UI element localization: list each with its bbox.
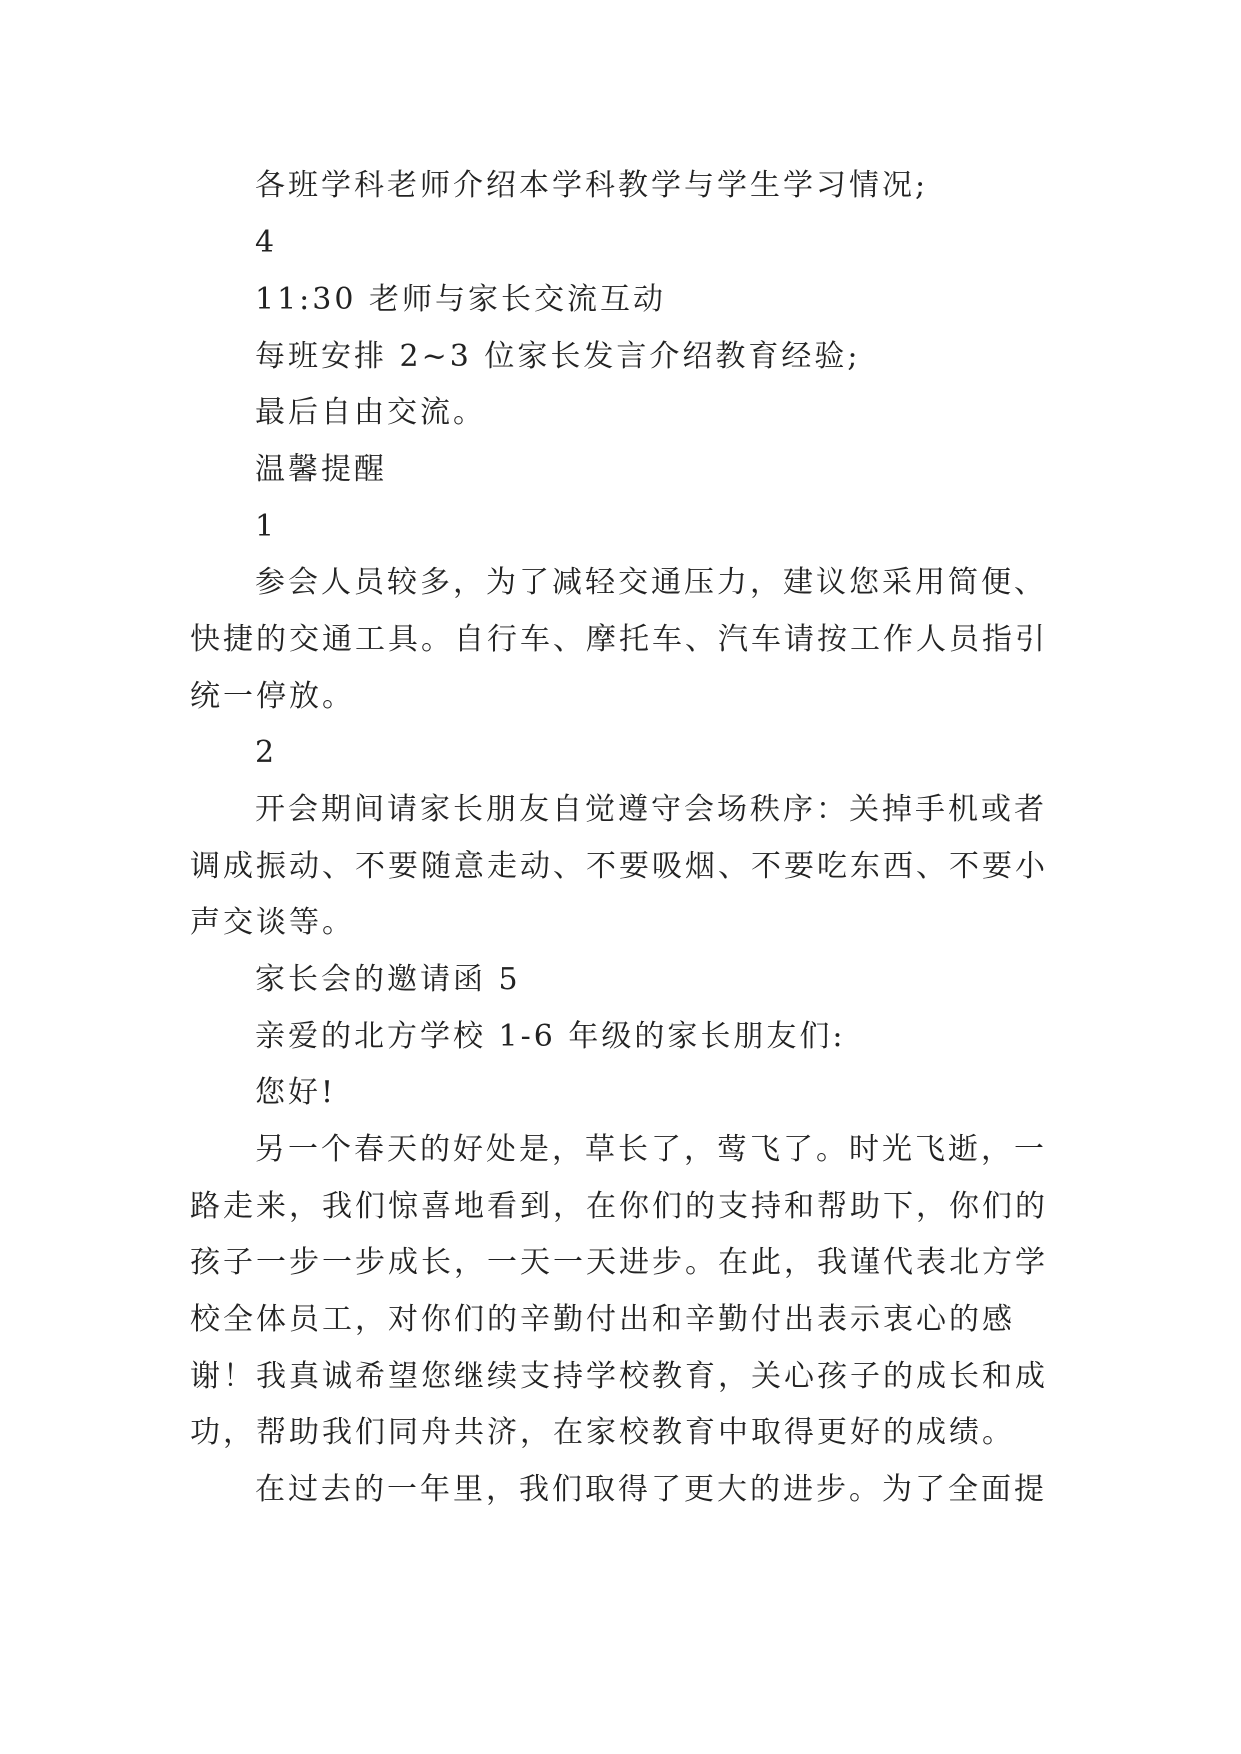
reminder-paragraph-line: 声交谈等。 [190, 905, 355, 940]
agenda-item-number: 4 [255, 225, 278, 260]
letter-greeting: 您好! [255, 1075, 337, 1110]
reminder-paragraph-line: 快捷的交通工具。自行车、摩托车、汽车请按工作人员指引 [190, 622, 1048, 657]
letter-paragraph-line: 功，帮助我们同舟共济，在家校教育中取得更好的成绩。 [190, 1415, 1015, 1450]
agenda-free-exchange: 最后自由交流。 [255, 395, 486, 430]
letter-paragraph-line: 在过去的一年里，我们取得了更大的进步。为了全面提 [255, 1472, 1047, 1507]
reminder-number: 2 [255, 735, 278, 770]
reminder-paragraph-line: 统一停放。 [190, 679, 355, 714]
letter-paragraph-line: 另一个春天的好处是，草长了，莺飞了。时光飞逝，一 [255, 1132, 1047, 1167]
reminder-paragraph-line: 调成振动、不要随意走动、不要吸烟、不要吃东西、不要小 [190, 849, 1048, 884]
agenda-parent-speeches: 每班安排 2~3 位家长发言介绍教育经验; [255, 339, 861, 374]
section-heading-reminder: 温馨提醒 [255, 452, 387, 487]
reminder-paragraph-line: 参会人员较多，为了减轻交通压力，建议您采用简便、 [255, 565, 1047, 600]
letter-paragraph-line: 路走来，我们惊喜地看到，在你们的支持和帮助下，你们的 [190, 1189, 1048, 1224]
letter-paragraph-line: 孩子一步一步成长，一天一天进步。在此，我谨代表北方学 [190, 1245, 1048, 1280]
agenda-subject-teachers: 各班学科老师介绍本学科教学与学生学习情况; [255, 168, 929, 203]
reminder-number: 1 [255, 509, 278, 544]
letter-paragraph-line: 校全体员工，对你们的辛勤付出和辛勤付出表示衷心的感 [190, 1302, 1015, 1337]
letter-title: 家长会的邀请函 5 [255, 962, 521, 997]
agenda-time-exchange: 11:30 老师与家长交流互动 [255, 282, 666, 317]
letter-salutation: 亲爱的北方学校 1-6 年级的家长朋友们: [255, 1019, 846, 1054]
reminder-paragraph-line: 开会期间请家长朋友自觉遵守会场秩序：关掉手机或者 [255, 792, 1047, 827]
letter-paragraph-line: 谢！我真诚希望您继续支持学校教育，关心孩子的成长和成 [190, 1359, 1048, 1394]
